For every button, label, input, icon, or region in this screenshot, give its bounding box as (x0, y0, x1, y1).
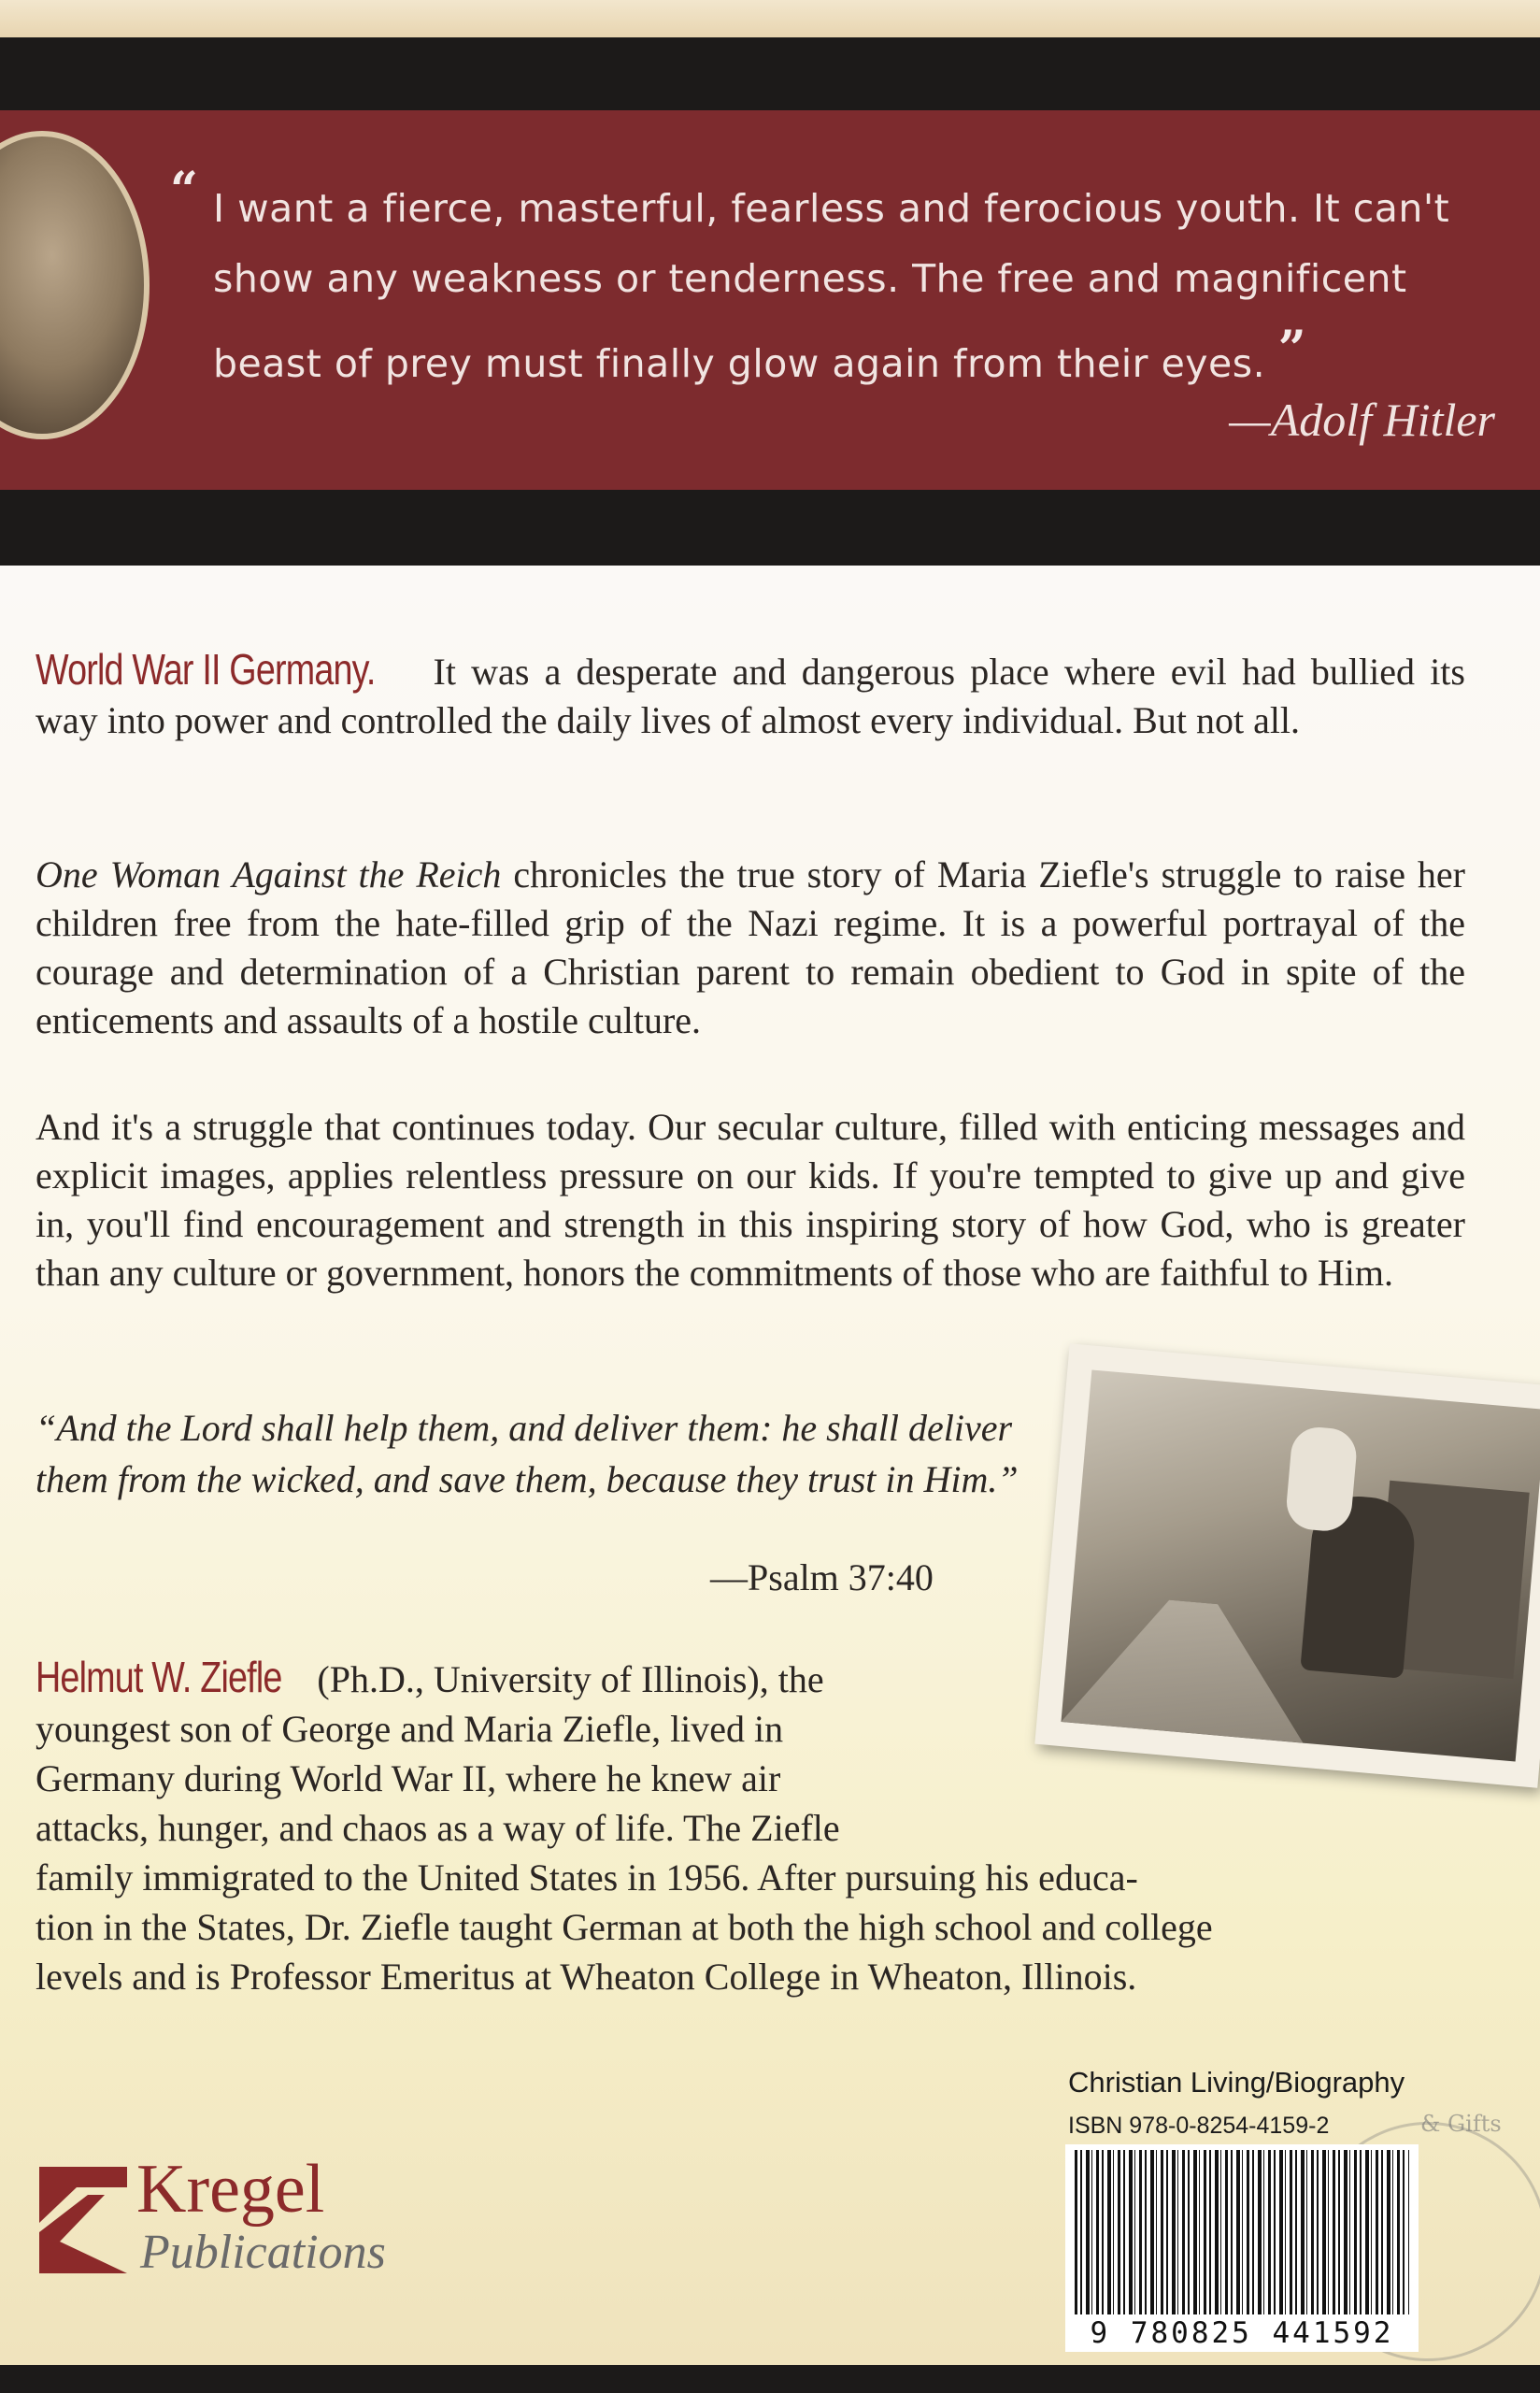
book-title: One Woman Against the Reich (36, 853, 502, 896)
bio-line: youngest son of George and Maria Ziefle, lived in (36, 1708, 784, 1750)
intro-paragraph (36, 645, 1465, 745)
bio-line: tion in the States, Dr. Ziefle taught German at both the high school and college (36, 1906, 1213, 1948)
quote-attribution: —Adolf Hitler (1229, 394, 1495, 446)
top-paper-strip (0, 0, 1540, 37)
barcode-bars-icon (1075, 2150, 1409, 2314)
summary-paragraph (36, 851, 1465, 1045)
verse-reference: —Psalm 37:40 (710, 1556, 934, 1598)
author-name: Helmut W. Ziefle (36, 1653, 282, 1701)
struggle-paragraph: And it's a struggle that continues today. Our secular culture, filled with enticing messages and explicit images, applies relentless pressure on our kids. If you're tempted to give up and give in, you'll find encouragement and strength in this inspiring story of how God, who is greater than any culture or government, honors the commitments of those who are faithful to Him. (36, 1106, 1465, 1294)
watermark-text: & Gifts (1420, 2111, 1502, 2137)
bio-line: levels and is Professor Emeritus at Wheaton College in Wheaton, Illinois. (36, 1956, 1137, 1998)
quote-text: I want a fierce, masterful, fearless and ferocious youth. It can't show any weakness or tenderness. The free and magnificent beast of prey must finally glow again from their eyes. (213, 186, 1450, 386)
kregel-logo-icon (39, 2167, 127, 2273)
photo-child (1284, 1425, 1358, 1533)
barcode-number: 9 780825 441592 (1065, 2316, 1419, 2350)
summary-text: chronicles the true story of Maria Ziefle's struggle to raise her children free from the hate-filled grip of the Nazi regime. It is a powerful portrayal of the courage and determination of a Christian parent to remain obedient to God in spite of the enticements and assaults of a hostile culture. (36, 853, 1465, 1041)
author-bio (36, 1653, 1465, 2001)
intro-text: It was a desperate and dangerous place where evil had bullied its way into power and controlled the daily lives of almost every individual. But not all. (36, 651, 1465, 741)
bottom-dark-band (0, 2365, 1540, 2393)
open-quote-icon: “ (170, 162, 199, 219)
isbn-label: ISBN 978-0-8254-4159-2 (1068, 2113, 1330, 2139)
intro-lead: World War II Germany. (36, 645, 376, 694)
bio-line: attacks, hunger, and chaos as a way of life. The Ziefle (36, 1807, 840, 1849)
close-quote-icon: ” (1277, 321, 1307, 378)
bio-line: Helmut W. Ziefle (Ph.D., University of Illinois), the (36, 1653, 824, 1701)
publisher-subtitle: Publications (140, 2226, 386, 2279)
hitler-quote (170, 162, 1512, 399)
scripture-verse: “And the Lord shall help them, and deliver them: he shall deliver them from the wicked, and save them, because they trust in Him.” (36, 1407, 1019, 1500)
book-category: Christian Living/Biography (1068, 2066, 1405, 2099)
bio-line: Germany during World War II, where he knew air (36, 1757, 781, 1799)
barcode (1065, 2144, 1419, 2352)
publisher-name: Kregel (136, 2151, 325, 2228)
bio-line: family immigrated to the United States in 1956. After pursuing his educa- (36, 1856, 1138, 1899)
